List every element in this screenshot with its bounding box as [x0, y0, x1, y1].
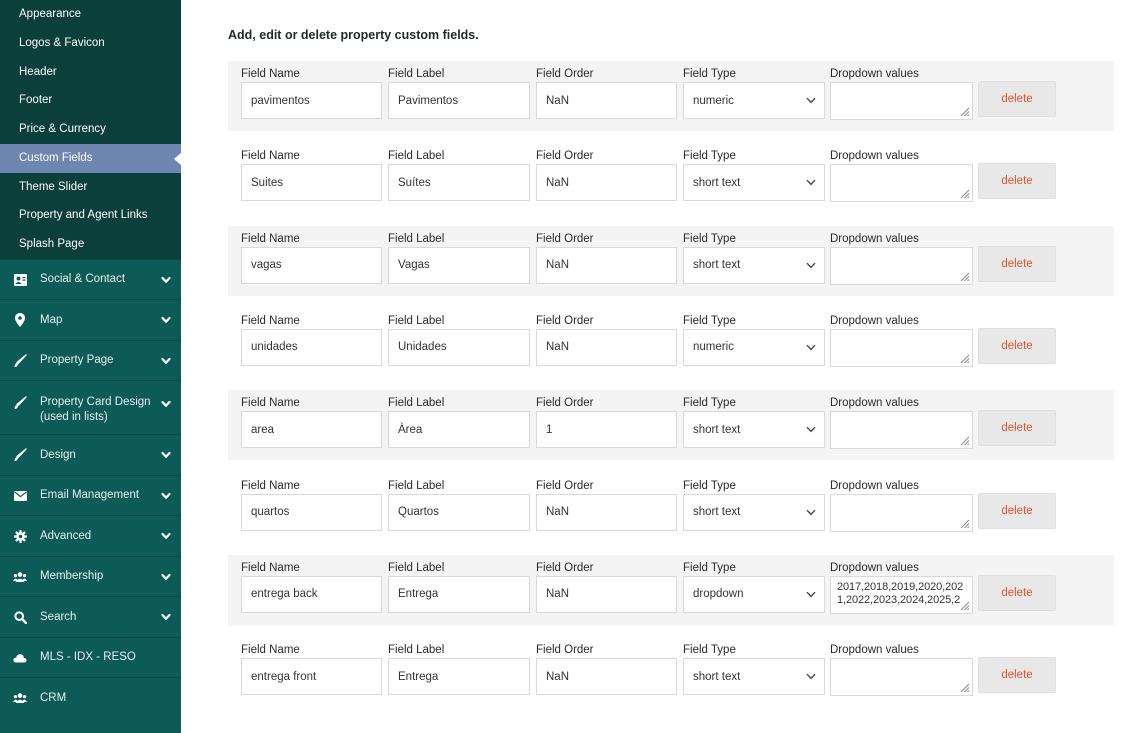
- resize-handle-icon[interactable]: [960, 601, 970, 611]
- custom-field-row: [228, 390, 1114, 460]
- sidebar-item-label: MLS - IDX - RESO: [40, 651, 136, 663]
- resize-handle-icon[interactable]: [960, 272, 970, 282]
- field-type-label: Field Type: [683, 68, 736, 80]
- custom-field-row: [228, 61, 1114, 131]
- dropdown-values-label: Dropdown values: [830, 314, 919, 327]
- submenu-item-splash-page[interactable]: Splash Page: [19, 238, 85, 250]
- field-name-label: Field Name: [241, 68, 300, 80]
- map-pin-icon: [12, 312, 28, 328]
- field-label-input[interactable]: Vagas: [388, 247, 530, 284]
- field-label-group: [388, 397, 530, 448]
- field-type-value: short text: [693, 176, 741, 189]
- submenu: [0, 0, 181, 259]
- custom-field-row: [228, 637, 1114, 707]
- field-order-label: Field Order: [536, 68, 594, 80]
- users-icon: [12, 569, 28, 585]
- chevron-down-icon: [161, 315, 171, 325]
- sidebar-item-text: [40, 313, 62, 328]
- resize-handle-icon[interactable]: [960, 189, 970, 199]
- field-type-label: Field Type: [683, 644, 736, 657]
- delete-button[interactable]: delete: [978, 657, 1056, 693]
- sidebar-item-text: [40, 569, 103, 584]
- sidebar-item-search[interactable]: [0, 596, 181, 637]
- sidebar-item-property-card-design[interactable]: [0, 380, 181, 434]
- field-name-input[interactable]: entrega front: [241, 658, 382, 695]
- sidebar-item-design[interactable]: [0, 434, 181, 475]
- field-name-group: [241, 68, 382, 119]
- field-type-group: [683, 480, 825, 531]
- sidebar-item-label: Property Card Design: [40, 396, 151, 409]
- field-order-label: Field Order: [536, 561, 594, 574]
- field-label-label: Field Label: [388, 644, 445, 657]
- custom-field-row: [228, 308, 1114, 378]
- sidebar-item-text: [40, 529, 91, 544]
- field-name-group: [241, 480, 382, 531]
- field-type-group: [683, 150, 825, 201]
- field-label-input[interactable]: Suítes: [388, 164, 530, 201]
- field-name-label: Field Name: [241, 561, 300, 574]
- field-label-input[interactable]: Unidades: [388, 329, 530, 366]
- resize-handle-icon[interactable]: [960, 683, 970, 693]
- field-order-group: [536, 644, 677, 695]
- sidebar-item-social-contact[interactable]: [0, 259, 181, 300]
- field-label-group: [388, 233, 530, 284]
- chevron-down-icon: [161, 399, 171, 409]
- field-type-select[interactable]: [683, 247, 825, 284]
- submenu-item-theme-slider[interactable]: Theme Slider: [19, 180, 88, 193]
- field-type-group: [683, 315, 825, 366]
- field-type-value: dropdown: [693, 588, 744, 601]
- resize-handle-icon[interactable]: [960, 436, 970, 446]
- field-order-group: [536, 68, 677, 119]
- submenu-item-property-and-agent-links[interactable]: Property and Agent Links: [19, 209, 148, 222]
- chevron-down-icon: [161, 572, 171, 582]
- dropdown-values-textarea[interactable]: [830, 329, 973, 367]
- field-name-group: [241, 562, 382, 613]
- custom-field-row: [228, 226, 1114, 296]
- dropdown-values-label: Dropdown values: [830, 397, 919, 410]
- delete-button[interactable]: delete: [978, 575, 1056, 611]
- sidebar-item-label: Map: [40, 313, 63, 326]
- submenu-item-logos-favicon[interactable]: Logos & Favicon: [19, 36, 105, 49]
- field-label-input[interactable]: Entrega: [388, 576, 530, 613]
- sidebar-item-text: [40, 488, 139, 503]
- chevron-down-icon: [806, 97, 816, 104]
- sidebar-item-label: Search: [40, 610, 77, 623]
- dropdown-values-textarea[interactable]: [830, 247, 973, 285]
- brush-icon: [12, 353, 28, 369]
- dropdown-values-label: Dropdown values: [830, 644, 919, 657]
- submenu-item-appearance[interactable]: Appearance: [19, 8, 82, 20]
- sidebar-menu: [0, 259, 181, 718]
- sidebar-item-text: [40, 448, 76, 463]
- field-type-label: Field Type: [683, 479, 736, 492]
- field-type-group: [683, 644, 825, 695]
- brush-icon: [12, 395, 28, 411]
- custom-field-row: [228, 473, 1114, 543]
- field-order-group: [536, 150, 677, 201]
- brush-icon: [12, 447, 28, 463]
- sidebar-item-mls-idx-reso[interactable]: [0, 637, 181, 678]
- sidebar: [0, 0, 181, 733]
- field-label-group: [388, 562, 530, 613]
- field-name-label: Field Name: [241, 397, 300, 410]
- field-name-group: [241, 397, 382, 448]
- sidebar-item-text: [40, 353, 114, 368]
- field-type-value: short text: [693, 506, 741, 518]
- field-order-group: [536, 562, 677, 613]
- field-label-label: Field Label: [388, 150, 445, 163]
- resize-handle-icon[interactable]: [960, 519, 970, 529]
- field-label-label: Field Label: [388, 561, 445, 574]
- sidebar-item-label: Email Management: [40, 489, 140, 501]
- dropdown-values-textarea[interactable]: [830, 82, 973, 120]
- sidebar-item-text: [40, 272, 125, 287]
- chevron-down-icon: [161, 531, 171, 541]
- field-type-value: numeric: [693, 341, 734, 354]
- field-label-input[interactable]: Àrea: [388, 411, 530, 448]
- custom-field-row: [228, 143, 1114, 213]
- field-order-label: Field Order: [536, 150, 594, 163]
- dropdown-values-textarea[interactable]: [830, 411, 973, 449]
- delete-button[interactable]: delete: [978, 328, 1056, 364]
- sidebar-item-text: [40, 610, 76, 625]
- field-type-select[interactable]: [683, 329, 825, 366]
- field-type-value: short text: [693, 259, 741, 272]
- field-type-value: numeric: [693, 94, 734, 107]
- sidebar-item-advanced[interactable]: [0, 515, 181, 556]
- chevron-down-icon: [806, 509, 816, 516]
- field-order-label: Field Order: [536, 479, 594, 492]
- sidebar-item-label: Social & Contact: [40, 273, 126, 285]
- dropdown-values-group: [830, 644, 973, 696]
- field-name-group: [241, 644, 382, 695]
- field-type-value: short text: [693, 670, 741, 683]
- submenu-item-footer[interactable]: Footer: [19, 94, 53, 107]
- submenu-item-custom-fields[interactable]: Custom Fields: [0, 144, 181, 173]
- field-name-group: [241, 315, 382, 366]
- resize-handle-icon[interactable]: [960, 107, 970, 117]
- field-name-input[interactable]: Suites: [241, 164, 382, 201]
- field-label-label: Field Label: [388, 68, 445, 80]
- users-icon: [12, 690, 28, 706]
- field-label-group: [388, 150, 530, 201]
- gear-icon: [12, 528, 28, 544]
- field-order-input[interactable]: NaN: [536, 247, 677, 284]
- field-type-group: [683, 68, 825, 119]
- field-order-input[interactable]: 1: [536, 411, 677, 448]
- dropdown-values-group: [830, 480, 973, 532]
- dropdown-values-textarea[interactable]: [830, 494, 973, 532]
- field-type-value: short text: [693, 423, 741, 436]
- field-type-group: [683, 233, 825, 284]
- sidebar-item-crm[interactable]: [0, 677, 181, 718]
- field-name-input[interactable]: entrega back: [241, 576, 382, 613]
- dropdown-values-text: 2017,2018,2019,2020,2021,2022,2023,2024,2025,2: [837, 580, 964, 606]
- sidebar-item-text: [40, 395, 151, 425]
- field-label-group: [388, 644, 530, 695]
- field-type-group: [683, 397, 825, 448]
- sidebar-item-sublabel: (used in lists): [40, 411, 108, 424]
- field-label-group: [388, 480, 530, 531]
- field-order-group: [536, 233, 677, 284]
- field-order-label: Field Order: [536, 314, 594, 327]
- dropdown-values-group: [830, 150, 973, 202]
- sidebar-item-label: Property Page: [40, 354, 114, 366]
- field-label-input[interactable]: Quartos: [388, 494, 530, 531]
- dropdown-values-label: Dropdown values: [830, 479, 919, 492]
- submenu-item-price-currency[interactable]: Price & Currency: [19, 123, 106, 135]
- sidebar-item-label: Design: [40, 448, 76, 461]
- delete-button[interactable]: delete: [978, 410, 1056, 446]
- field-order-input[interactable]: NaN: [536, 494, 677, 531]
- chevron-down-icon: [161, 612, 171, 622]
- dropdown-values-group: [830, 315, 973, 367]
- dropdown-values-textarea[interactable]: [830, 164, 973, 202]
- field-label-label: Field Label: [388, 479, 445, 492]
- field-name-input[interactable]: vagas: [241, 247, 382, 284]
- field-type-label: Field Type: [683, 314, 736, 327]
- sidebar-item-label: Advanced: [40, 529, 92, 542]
- field-label-group: [388, 315, 530, 366]
- field-order-group: [536, 397, 677, 448]
- sidebar-item-text: [40, 650, 136, 665]
- dropdown-values-group: [830, 397, 973, 449]
- field-type-group: [683, 562, 825, 613]
- dropdown-values-label: Dropdown values: [830, 232, 919, 245]
- field-order-label: Field Order: [536, 232, 594, 245]
- field-label-input[interactable]: Pavimentos: [388, 82, 530, 119]
- delete-button[interactable]: delete: [978, 81, 1056, 117]
- sidebar-item-property-page[interactable]: [0, 340, 181, 381]
- envelope-icon: [12, 488, 28, 504]
- search-icon: [12, 609, 28, 625]
- dropdown-values-group: [830, 68, 973, 120]
- field-type-select[interactable]: [683, 576, 825, 613]
- field-type-select[interactable]: [683, 658, 825, 695]
- field-type-select[interactable]: [683, 494, 825, 531]
- sidebar-item-email-management[interactable]: [0, 475, 181, 516]
- chevron-down-icon: [806, 426, 816, 433]
- field-type-label: Field Type: [683, 397, 736, 410]
- sidebar-item-membership[interactable]: [0, 556, 181, 597]
- field-type-label: Field Type: [683, 150, 736, 163]
- main-content: [181, 0, 1129, 733]
- field-label-label: Field Label: [388, 397, 445, 410]
- field-order-label: Field Order: [536, 397, 594, 410]
- chevron-down-icon: [806, 344, 816, 351]
- resize-handle-icon[interactable]: [960, 354, 970, 364]
- field-type-select[interactable]: [683, 82, 825, 119]
- contact-card-icon: [12, 272, 28, 288]
- chevron-down-icon: [161, 450, 171, 460]
- cloud-icon: [12, 650, 28, 666]
- chevron-down-icon: [161, 491, 171, 501]
- field-order-input[interactable]: NaN: [536, 329, 677, 366]
- field-label-group: [388, 68, 530, 119]
- delete-button[interactable]: delete: [978, 163, 1056, 199]
- delete-button[interactable]: delete: [978, 246, 1056, 282]
- dropdown-values-textarea[interactable]: [830, 576, 973, 614]
- field-order-label: Field Order: [536, 644, 594, 657]
- chevron-down-icon: [161, 356, 171, 366]
- field-label-label: Field Label: [388, 232, 445, 245]
- field-name-label: Field Name: [241, 150, 300, 163]
- page-title: Add, edit or delete property custom fields.: [228, 28, 479, 42]
- field-label-label: Field Label: [388, 314, 445, 327]
- field-type-select[interactable]: [683, 411, 825, 448]
- field-name-group: [241, 233, 382, 284]
- field-name-input[interactable]: quartos: [241, 494, 382, 531]
- chevron-down-icon: [806, 673, 816, 680]
- dropdown-values-label: Dropdown values: [830, 561, 919, 574]
- field-type-select[interactable]: [683, 164, 825, 201]
- custom-field-row: [228, 555, 1114, 625]
- dropdown-values-group: [830, 562, 973, 614]
- field-name-label: Field Name: [241, 644, 300, 657]
- field-type-label: Field Type: [683, 561, 736, 574]
- field-name-input[interactable]: area: [241, 411, 382, 448]
- delete-button[interactable]: delete: [978, 493, 1056, 529]
- field-type-label: Field Type: [683, 232, 736, 245]
- field-order-group: [536, 480, 677, 531]
- field-label-input[interactable]: Entrega: [388, 658, 530, 695]
- field-name-label: Field Name: [241, 479, 300, 492]
- dropdown-values-label: Dropdown values: [830, 150, 919, 163]
- field-name-label: Field Name: [241, 314, 300, 327]
- field-order-group: [536, 315, 677, 366]
- sidebar-item-label: Membership: [40, 570, 104, 582]
- field-name-input[interactable]: unidades: [241, 329, 382, 366]
- field-order-input[interactable]: NaN: [536, 164, 677, 201]
- field-order-input[interactable]: NaN: [536, 576, 677, 613]
- field-order-input[interactable]: NaN: [536, 82, 677, 119]
- dropdown-values-textarea[interactable]: [830, 658, 973, 696]
- chevron-down-icon: [806, 179, 816, 186]
- sidebar-item-text: [40, 691, 66, 706]
- sidebar-item-label: CRM: [40, 691, 67, 704]
- submenu-item-header[interactable]: Header: [19, 65, 57, 78]
- chevron-down-icon: [161, 275, 171, 285]
- chevron-down-icon: [806, 591, 816, 598]
- field-name-label: Field Name: [241, 232, 300, 245]
- field-name-group: [241, 150, 382, 201]
- sidebar-item-map[interactable]: [0, 299, 181, 340]
- dropdown-values-group: [830, 233, 973, 285]
- field-order-input[interactable]: NaN: [536, 658, 677, 695]
- field-name-input[interactable]: pavimentos: [241, 82, 382, 119]
- chevron-down-icon: [806, 262, 816, 269]
- dropdown-values-label: Dropdown values: [830, 68, 919, 80]
